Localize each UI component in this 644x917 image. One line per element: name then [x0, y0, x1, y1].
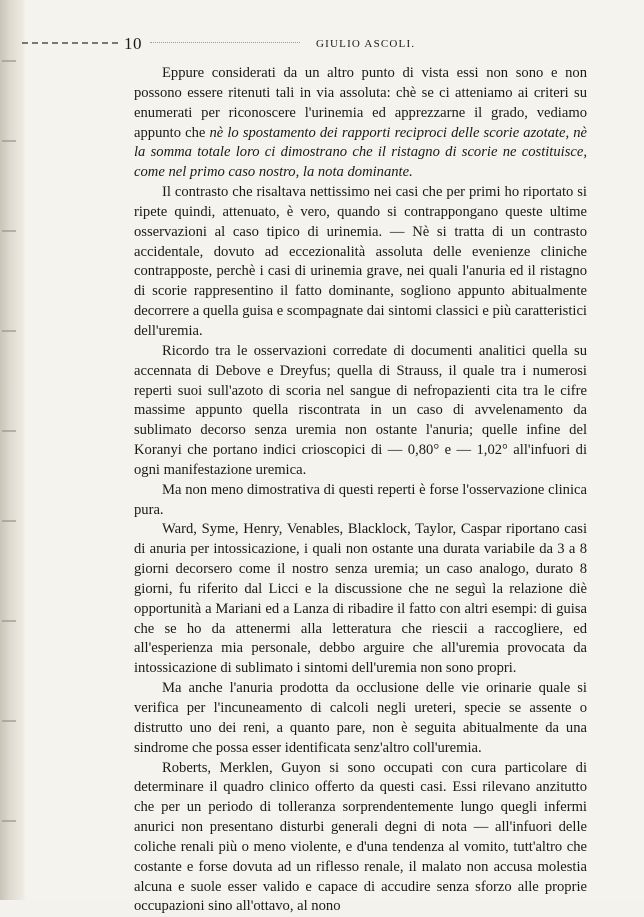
gutter-mark [2, 230, 16, 232]
paragraph: Eppure considerati da un altro punto di vista essi non sono e non possono essere ritenuti tali in via assoluta: chè se ci atteniamo ai criteri su enumerati per riconoscere l'urinemia ed apprezzarne il grado, vediamo appunto che nè lo spostamento dei rapporti reciproci delle scorie azotate, nè la somma totale loro ci dimostrano che il ristagno di scorie ne costituisce, come nel primo caso nostro, la nota dominante. [134, 65, 587, 181]
paragraph: Il contrasto che risaltava nettissimo nei casi che per primi ho riportato si ripete quindi, attenuato, è vero, quando si contrappongano queste ultime osservazioni al caso tipico di urinemia. — Nè si tratta di un contrasto accidentale, dovuto ad eccezionalità assoluta delle evenienze cliniche contrapposte, perchè i casi di urinemia grave, nei quali l'anuria ed il ristagno di scorie rappresentino il fatto dominante, sogliono appunto abitualmente decorrere a quella guisa e scompagnate dai sintomi classici e più caratteristici dell'uremia. [134, 184, 587, 339]
gutter-mark [2, 820, 16, 822]
gutter-mark [2, 430, 16, 432]
body-text [134, 64, 587, 917]
paragraph: Ma non meno dimostrativa di questi reperti è forse l'osservazione clinica pura. [134, 481, 587, 518]
header-rule [22, 42, 118, 44]
gutter-mark [2, 720, 16, 722]
running-head: GIULIO ASCOLI. [316, 38, 416, 50]
gutter-mark [2, 140, 16, 142]
page-header [0, 34, 644, 54]
binding-gutter [0, 0, 26, 900]
gutter-mark [2, 620, 16, 622]
header-rule [150, 42, 300, 43]
gutter-mark [2, 60, 16, 62]
paragraph: Ward, Syme, Henry, Venables, Blacklock, Taylor, Caspar riportano casi di anuria per intossicazione, i quali non ostante una durata variabile da 3 a 8 giorni decorsero come il nostro senza uremia; un caso analogo, durato 8 giorni, fu riferito dal Licci e la discussione che ne seguì la relazione diè opportunità a Mariani ed a Lanza di ribadire il fatto con altri esempi: di guisa che se ho da attenermi alla letteratura che riescii a raccogliere, ed all'esperienza mia personale, debbo arguire che all'uremia provocata da intossicazione di sublimato i sintomi dell'uremia non sono propri. [134, 521, 587, 677]
paragraph: Ma anche l'anuria prodotta da occlusione delle vie orinarie quale si verifica per l'incuneamento di calcoli negli ureteri, specie se assente o distrutto uno dei reni, a quanto pare, non è seguita abitualmente da una sindrome che possa esser identificata senz'altro coll'uremia. [134, 680, 587, 756]
gutter-mark [2, 330, 16, 332]
page-number: 10 [124, 34, 142, 53]
paragraph: Ricordo tra le osservazioni corredate di documenti analitici quella su accennata di Debove e Dreyfus; quella di Strauss, il quale tra i numerosi reperti suoi sull'azoto di scoria nel sangue di nefropazienti cita tra le cifre massime appunto quella riscontrata in un caso di avvelenamento da sublimato decorso senza uremia non ostante l'anuria; quelle infine del Koranyi che portano indici crioscopici di — 0,80° e — 1,02° all'infuori di ogni manifestazione uremica. [134, 342, 587, 478]
paragraph: Roberts, Merklen, Guyon si sono occupati con cura particolare di determinare il quadro clinico offerto da questi casi. Essi rilevano anzitutto che per un periodo di tolleranza sorprendentemente lungo quegli infermi anurici non presentano disturbi generali degni di nota — all'infuori delle coliche renali più o meno violente, e d'una tendenza al vomito, tutt'altro che costante e forse dovuta ad un riflesso renale, il malato non accusa molestia alcuna e suole esser valido e capace di accudire senza sforzo alle proprie occupazioni sino all'ottavo, al nono [134, 759, 587, 915]
gutter-mark [2, 520, 16, 522]
